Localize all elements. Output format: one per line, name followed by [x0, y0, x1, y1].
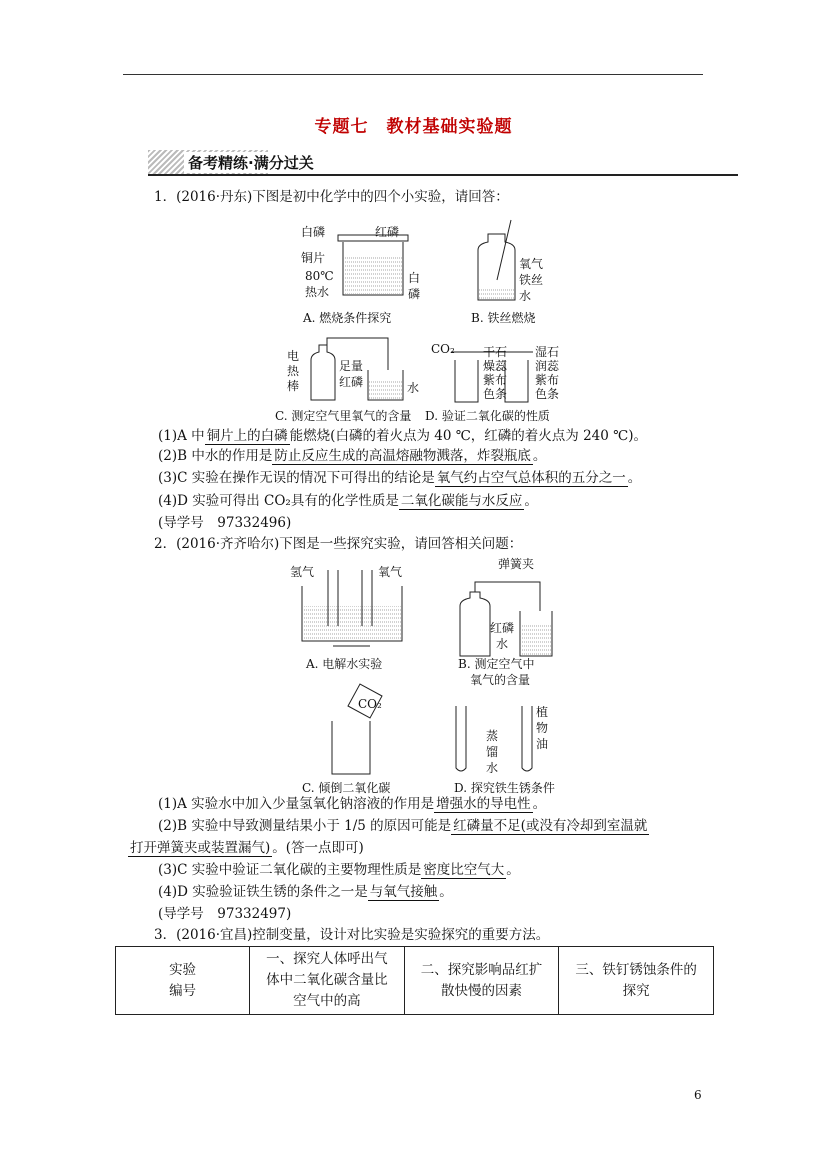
q1-c-label-5: 水 [407, 381, 420, 395]
q1-d-label-8: 条 [495, 387, 508, 401]
section-title: 备考精练·满分过关 [184, 152, 318, 173]
banner-rule [148, 174, 738, 176]
q1-p2-pre: (2)B 中水的作用是 [158, 448, 273, 464]
q2-part2-cont [128, 839, 364, 857]
q2-d-label-5: 油 [536, 737, 549, 751]
q1-d-label-16: 条 [547, 387, 560, 401]
q2-d-label-4: 物 [536, 721, 549, 735]
section-banner [148, 150, 738, 176]
q1-b-label-2: 水 [519, 289, 532, 303]
q1-p3-answer: 氧气约占空气总体积的五分之一 [436, 470, 626, 486]
q2-p1-answer: 增强水的导电性 [436, 796, 531, 812]
header-rule [123, 74, 703, 75]
table-cell-exp3 [559, 947, 714, 1015]
q3-table [115, 946, 714, 1015]
q1-d-label-10: 润 [535, 359, 548, 373]
q1-d-label-7: 布 [495, 373, 508, 387]
q1-d-label-9: 湿 [535, 345, 548, 359]
q1-a-label-0: 白磷 [301, 225, 326, 239]
q1-c-label-2: 棒 [287, 379, 300, 393]
q2-p3-answer: 密度比空气大 [423, 862, 505, 878]
q1-a-label-2: 铜片 [301, 251, 326, 265]
q2-c-label-0: CO₂ [358, 697, 382, 711]
q1-p1-pre: (1)A 中 [158, 428, 205, 444]
q1-b-label-0: 氧气 [519, 257, 544, 271]
q2-stem: 2．(2016·齐齐哈尔)下图是一些探究实验，请回答相关问题： [154, 536, 523, 552]
cell-line: 散快慢的因素 [441, 982, 523, 999]
q1-fig-a [301, 224, 420, 325]
q2-d-label-3: 植 [536, 705, 549, 719]
q1-fig-b [471, 220, 543, 325]
q2-d-caption: D. 探究铁生锈条件 [454, 781, 555, 795]
q1-c-label-0: 电 [287, 349, 300, 363]
q1-c-label-4: 红磷 [339, 375, 364, 389]
q2-c-caption: C. 倾倒二氧化碳 [302, 781, 391, 795]
q2-p3-post: 。 [506, 862, 520, 878]
table-cell-exp2 [404, 947, 559, 1015]
q1-p3-pre: (3)C 实验在操作无误的情况下可得出的结论是 [158, 470, 435, 486]
q3-stem: 3．(2016·宜昌)控制变量，设计对比实验是实验探究的重要方法。 [154, 927, 550, 943]
q2-p3-pre: (3)C 实验中验证二氧化碳的主要物理性质是 [158, 862, 422, 878]
q1-c-caption: C. 测定空气里氧气的含量 [275, 409, 412, 423]
q1-d-label-2: 燥 [483, 359, 496, 373]
q2-part4 [158, 883, 453, 901]
q1-b-label-1: 铁丝 [519, 273, 544, 287]
cell-line: 二、探究影响品红扩 [420, 961, 543, 978]
q2-b-caption-1: B. 测定空气中 [458, 657, 535, 671]
q1-p1-answer: 铜片上的白磷 [206, 428, 288, 444]
q1-d-label-13: 石 [547, 345, 560, 359]
q1-guide: (导学号 97332496) [158, 515, 292, 531]
q2-b-caption-2: 氧气的含量 [470, 673, 531, 687]
q1-d-label-6: 蕊 [495, 359, 508, 373]
q2-p2-post: 。(答一点即可) [272, 840, 364, 856]
q2-p4-answer: 与氧气接触 [369, 884, 438, 900]
q1-part2 [158, 447, 546, 465]
q1-d-label-3: 紫 [483, 373, 496, 387]
q1-p3-post: 。 [627, 470, 642, 486]
q2-p1-post: 。 [532, 796, 547, 812]
page-number: 6 [694, 1088, 702, 1102]
q2-a-label-1: 氧气 [378, 565, 403, 579]
q1-d-label-12: 色 [535, 387, 548, 401]
q2-fig-a [290, 564, 402, 671]
q1-a-label-3: 80℃ [305, 269, 334, 283]
q1-a-label-5: 白 [408, 271, 421, 285]
q1-d-label-4: 色 [483, 387, 496, 401]
q1-fig-c [275, 338, 419, 423]
q1-a-label-4: 热水 [305, 285, 330, 299]
q1-d-caption: D. 验证二氧化碳的性质 [425, 409, 550, 423]
q2-p2-pre: (2)B 实验中导致测量结果小于 1/5 的原因可能是 [158, 818, 452, 834]
q1-p4-answer: 二氧化碳能与水反应 [400, 493, 523, 509]
q2-part2 [158, 817, 649, 835]
q1-part4 [158, 492, 538, 510]
q1-part1 [158, 427, 647, 445]
q1-a-label-6: 磷 [408, 287, 421, 301]
page-title: 专题七 教材基础实验题 [314, 117, 513, 137]
q1-d-label-11: 紫 [535, 373, 548, 387]
q1-p4-post: 。 [524, 493, 538, 509]
q1-a-caption: A. 燃烧条件探究 [303, 311, 392, 325]
q1-figure [275, 220, 613, 425]
q1-part3 [158, 469, 641, 487]
q1-c-label-3: 足量 [339, 359, 364, 373]
q1-p1-post: 能燃烧(白磷的着火点为 40 ℃，红磷的着火点为 240 ℃)。 [289, 428, 648, 444]
cell-line: 编号 [169, 982, 197, 999]
q2-fig-b [458, 556, 552, 687]
cell-line: 一、探究人体呼出气 [266, 951, 388, 967]
q2-p4-post: 。 [439, 884, 453, 900]
q1-d-label-1: 干 [483, 345, 496, 359]
q2-a-caption: A. 电解水实验 [306, 657, 383, 671]
q1-p2-post: 。 [532, 448, 547, 464]
cell-line: 三、铁钉锈蚀条件的 [575, 961, 697, 978]
q2-fig-c [302, 684, 390, 795]
q2-b-label-2: 水 [496, 637, 509, 651]
q2-p2-answer-2: 打开弹簧夹或装置漏气) [130, 840, 271, 856]
cell-line: 空气中的高 [293, 993, 361, 1009]
table-cell-exp1 [250, 947, 405, 1015]
q2-b-label-0: 弹簧夹 [498, 557, 535, 571]
q1-p2-answer: 防止反应生成的高温熔融物溅落，炸裂瓶底 [274, 448, 531, 464]
q2-p2-answer-1: 红磷量不足(或没有冷却到室温就 [453, 818, 648, 834]
q2-p1-pre: (1)A 实验水中加入少量氢氧化钠溶液的作用是 [158, 796, 435, 812]
q1-d-label-15: 布 [547, 373, 560, 387]
q1-a-label-1: 红磷 [375, 225, 400, 239]
q1-d-label-0: CO₂ [431, 342, 455, 356]
q2-guide: (导学号 97332497) [158, 906, 292, 922]
q1-b-caption: B. 铁丝燃烧 [471, 311, 536, 325]
q1-stem: 1．(2016·丹东)下图是初中化学中的四个小实验，请回答： [154, 189, 509, 205]
q2-part1 [158, 795, 546, 813]
cell-line: 体中二氧化碳含量比 [266, 972, 388, 988]
q1-d-label-14: 蕊 [547, 359, 560, 373]
q2-d-label-0: 蒸 [486, 729, 499, 743]
q2-a-label-0: 氢气 [290, 565, 315, 579]
q2-b-label-1: 红磷 [490, 621, 515, 635]
q2-d-label-1: 馏 [486, 745, 499, 759]
cell-line: 探究 [622, 982, 650, 999]
q1-c-label-1: 热 [287, 364, 300, 378]
q2-d-label-2: 水 [486, 761, 499, 775]
q2-fig-d [454, 704, 555, 795]
q1-fig-d [425, 342, 560, 423]
q1-p4-pre: (4)D 实验可得出 CO₂具有的化学性质是 [158, 493, 399, 509]
cell-line: 实验 [169, 961, 197, 978]
table-cell-header [116, 947, 250, 1015]
q1-d-label-5: 石 [495, 345, 508, 359]
table-row [116, 947, 714, 1015]
q2-p4-pre: (4)D 实验验证铁生锈的条件之一是 [158, 884, 368, 900]
q2-figure [290, 556, 580, 796]
q2-part3 [158, 861, 520, 879]
